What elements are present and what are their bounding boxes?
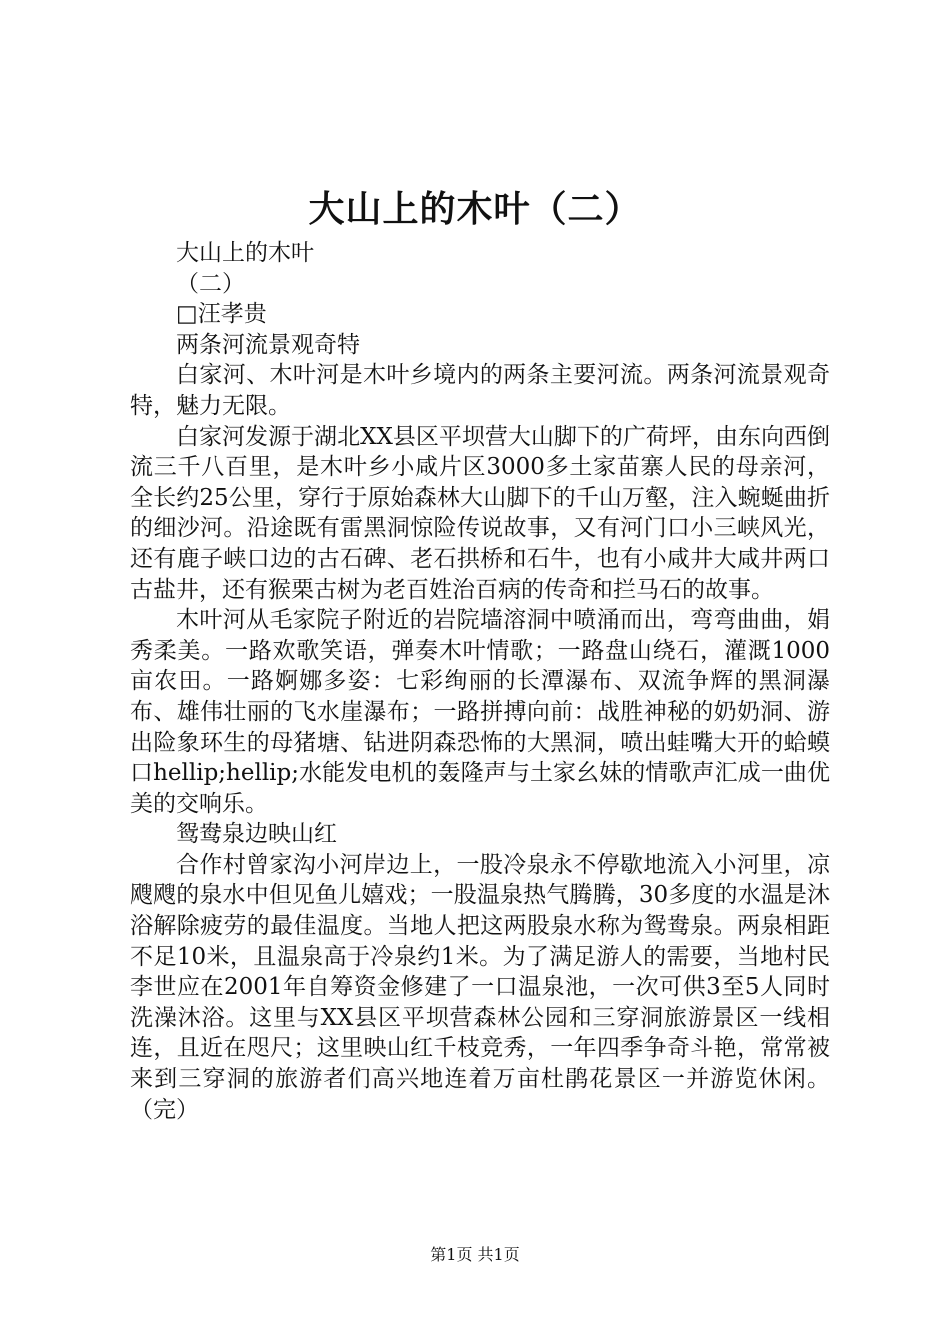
- paragraph: 白家河发源于湖北XX县区平坝营大山脚下的广荷坪，由东向西倒流三千八百里，是木叶乡小咸片区3000多土家苗寨人民的母亲河，全长约25公里，穿行于原始森林大山脚下的千山万壑，注入蜿蜒曲折的细沙河。沿途既有雷黑洞惊险传说故事，又有河门口小三峡风光，还有鹿子峡口边的古石碑、老石拱桥和石牛，也有小咸井大咸井两口古盐井，还有猴栗古树为老百姓治百病的传奇和拦马石的故事。: [130, 423, 830, 603]
- page-footer: 第1页 共1页: [430, 1245, 520, 1264]
- subtitle-part: （二）: [176, 270, 245, 297]
- document-body: [130, 238, 830, 1125]
- section-heading-rivers: 两条河流景观奇特: [176, 331, 360, 358]
- paragraph: 合作村曾家沟小河岸边上，一股冷泉永不停歇地流入小河里，凉飕飕的泉水中但见鱼儿嬉戏；一股温泉热气腾腾，30多度的水温是沐浴解除疲劳的最佳温度。当地人把这两股泉水称为鸳鸯泉。两泉相距不足10米，且温泉高于冷泉约1米。为了满足游人的需要，当地村民李世应在2001年自筹资金修建了一口温泉池，一次可供3至5人同时洗澡沐浴。这里与XX县区平坝营森林公园和三穿洞旅游景区一线相连，且近在咫尺；这里映山红千枝竞秀，一年四季争奇斗艳，常常被来到三穿洞的旅游者们高兴地连着万亩杜鹃花景区一并游览休闲。（完）: [130, 851, 830, 1123]
- paragraph: 木叶河从毛家院子附近的岩院墙溶洞中喷涌而出，弯弯曲曲，娟秀柔美。一路欢歌笑语，弹奏木叶情歌；一路盘山绕石，灌溉1000亩农田。一路婀娜多姿：七彩绚丽的长潭瀑布、双流争辉的黑洞瀑布、雄伟壮丽的飞水崖瀑布；一路拼搏向前：战胜神秘的奶奶洞、游出险象环生的母猪塘、钻进阴森恐怖的大黑洞，喷出蛙嘴大开的蛤蟆口hellip;hellip;水能发电机的轰隆声与土家幺妹的情歌声汇成一曲优美的交响乐。: [130, 607, 830, 817]
- section-heading-springs: 鸳鸯泉边映山红: [176, 821, 337, 848]
- subtitle-line: 大山上的木叶: [176, 240, 314, 266]
- document-title: 大山上的木叶（二）: [308, 188, 642, 230]
- paragraph: 白家河、木叶河是木叶乡境内的两条主要河流。两条河流景观奇特，魅力无限。: [130, 362, 830, 419]
- author-line: □汪孝贵: [176, 301, 267, 328]
